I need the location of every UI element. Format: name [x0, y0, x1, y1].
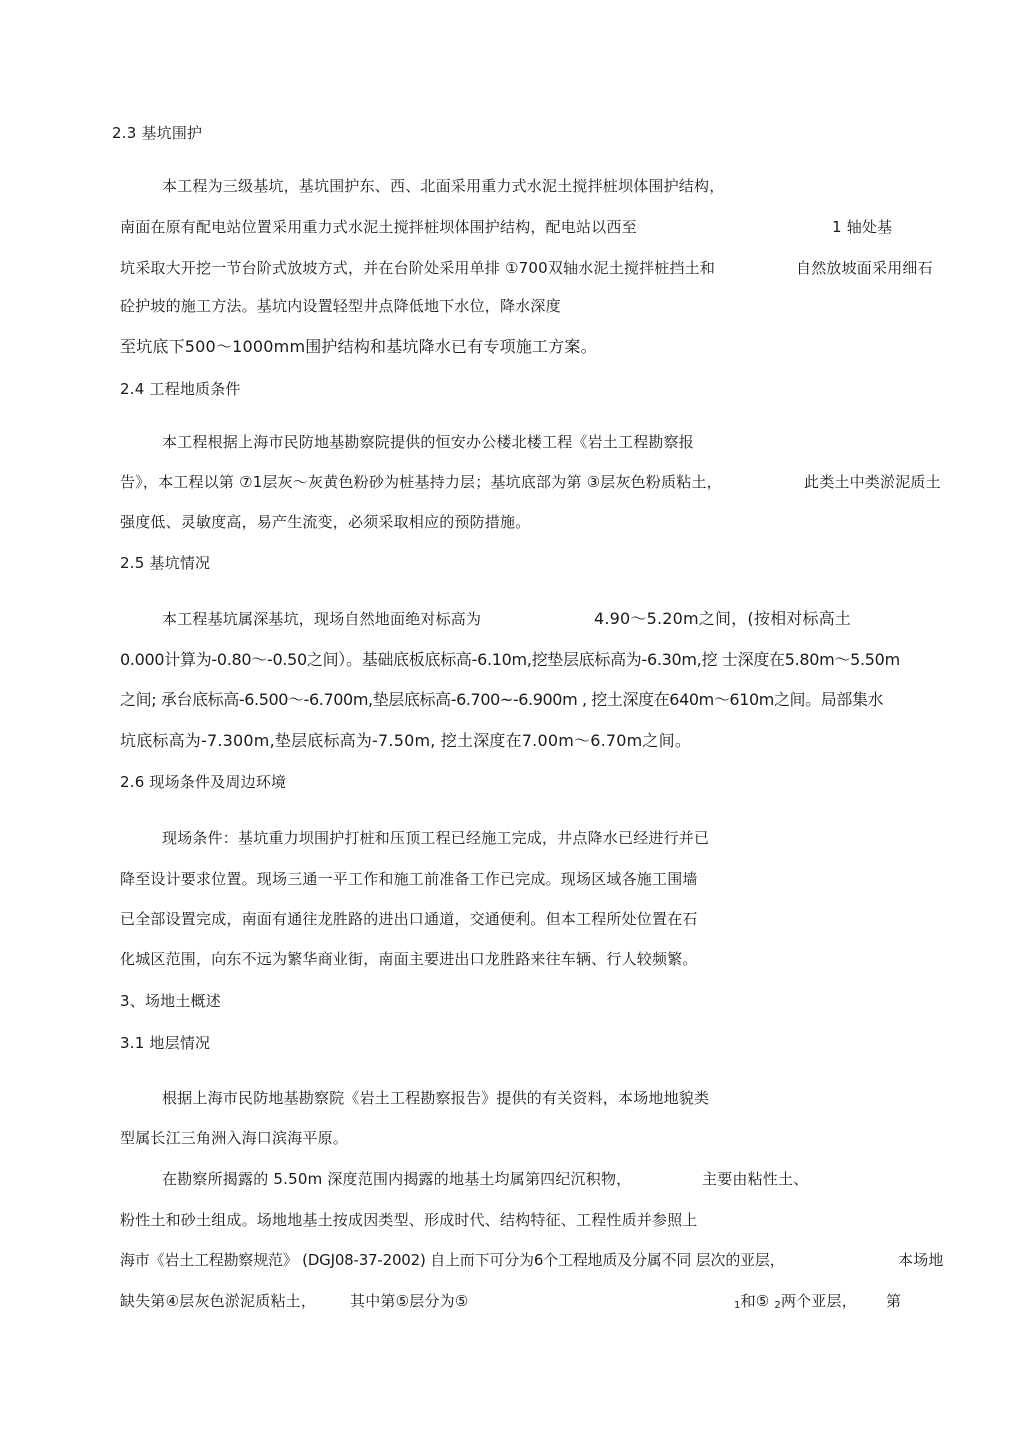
paragraph-line: 降至设计要求位置。现场三通一平工作和施工前准备工作已完成。现场区域各施工围墙 [120, 870, 698, 888]
paragraph-line-fragment: 1 轴处基 [832, 218, 893, 236]
paragraph-line: 坑采取大开挖一节台阶式放坡方式，并在台阶处采用单排 ①700双轴水泥土搅拌桩挡土和 [120, 259, 716, 277]
paragraph-line: 化城区范围，向东不远为繁华商业街，南面主要进出口龙胜路来往车辆、行人较频繁。 [120, 950, 698, 968]
paragraph-line: 告》，本工程以第 ⑦1层灰〜灰黄色粉砂为桩基持力层；基坑底部为第 ③层灰色粉质粘土， [120, 473, 722, 491]
paragraph-line-fragment: 自然放坡面采用细石 [796, 259, 933, 277]
text-fragment: 两个亚层， [780, 1292, 857, 1310]
text-fragment: 和⑤ [740, 1292, 775, 1310]
paragraph-line: 0.000计算为-0.80〜-0.50之间）。基础底板底标高-6.10m,挖垫层底标高为-6.30m,挖 士深度在5.80m〜5.50m [120, 650, 900, 669]
subscript: 2 [774, 1300, 781, 1311]
paragraph-line-fragment: 第 [886, 1292, 902, 1310]
section-heading-2-4: 2.4 工程地质条件 [120, 380, 241, 398]
paragraph-line: 之间; 承台底标高-6.500〜-6.700m,垫层底标高-6.700~-6.900m , 挖土深度在640m〜610m之间。局部集水 [120, 690, 884, 709]
paragraph-line: 根据上海市民防地基勘察院《岩土工程勘察报告》提供的有关资料，本场地地貌类 [162, 1089, 710, 1107]
subscript: 1 [734, 1300, 741, 1311]
paragraph-line-fragment [734, 1291, 857, 1316]
paragraph-line: 南面在原有配电站位置采用重力式水泥土搅拌桩坝体围护结构，配电站以西至 [120, 218, 637, 236]
paragraph-line: 在勘察所揭露的 5.50m 深度范围内揭露的地基土均属第四纪沉积物， [162, 1170, 632, 1188]
paragraph-line: 缺失第④层灰色淤泥质粘土， [120, 1292, 317, 1310]
paragraph-line: 本工程根据上海市民防地基勘察院提供的恒安办公楼北楼工程《岩土工程勘察报 [162, 433, 695, 451]
section-heading-3-1: 3.1 地层情况 [120, 1034, 211, 1052]
section-heading-2-3: 2.3 基坑围护 [112, 124, 203, 142]
paragraph-line: 强度低、灵敏度高，易产生流变，必须采取相应的预防措施。 [120, 513, 531, 531]
paragraph-line-fragment: 此类土中类淤泥质土 [804, 473, 941, 491]
paragraph-line: 坑底标高为-7.300m,垫层底标高为-7.50m, 挖土深度在7.00m〜6.70m之间。 [120, 731, 692, 750]
paragraph-line: 粉性土和砂土组成。场地地基土按成因类型、形成时代、结构特征、工程性质并参照上 [120, 1211, 698, 1229]
paragraph-line: 已全部设置完成，南面有通往龙胜路的进出口通道，交通便利。但本工程所处位置在石 [120, 910, 698, 928]
section-heading-2-5: 2.5 基坑情况 [120, 554, 211, 572]
section-heading-2-6: 2.6 现场条件及周边环境 [120, 773, 287, 791]
section-heading-3: 3、场地土概述 [120, 992, 221, 1010]
paragraph-line: 本工程为三级基坑，基坑围护东、西、北面采用重力式水泥土搅拌桩坝体围护结构， [162, 177, 725, 195]
paragraph-line: 海市《岩土工程勘察规范》 (DGJ08-37-2002) 自上而下可分为6个工程地质及分属不同 层次的亚层， [120, 1251, 785, 1269]
paragraph-line: 至坑底下500〜1000mm围护结构和基坑降水已有专项施工方案。 [120, 337, 597, 356]
paragraph-line-fragment: 主要由粘性土、 [702, 1170, 809, 1188]
paragraph-line-fragment: 其中第⑤层分为⑤ [350, 1292, 469, 1310]
paragraph-line: 本工程基坑属深基坑，现场自然地面绝对标高为 [162, 610, 482, 628]
paragraph-line: 砼护坡的施工方法。基坑内设置轻型井点降低地下水位，降水深度 [120, 297, 561, 315]
paragraph-line: 型属长江三角洲入海口滨海平原。 [120, 1129, 349, 1147]
paragraph-line-fragment: 本场地 [898, 1251, 944, 1269]
paragraph-line: 现场条件：基坑重力坝围护打桩和压顶工程已经施工完成，井点降水已经进行并已 [162, 829, 710, 847]
paragraph-line-fragment: 4.90〜5.20m之间，(按相对标高土 [594, 609, 852, 628]
